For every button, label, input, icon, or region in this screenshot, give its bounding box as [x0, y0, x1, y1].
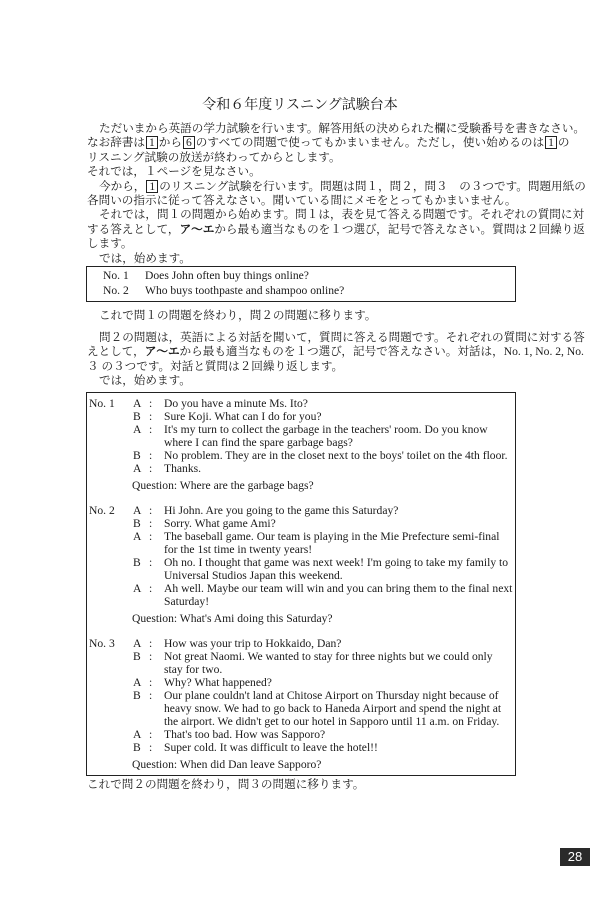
utterance: That's too bad. How was Sapporo? [164, 728, 326, 741]
speaker: B [133, 556, 141, 569]
boxed-number: 1 [146, 136, 158, 149]
colon: : [149, 517, 153, 530]
utterance: Universal Studios Japan this weekend. [164, 569, 343, 582]
transition-text [87, 309, 517, 323]
text-line [87, 136, 570, 150]
speaker: A [133, 530, 142, 543]
text-line [87, 151, 517, 165]
utterance: Thanks. [164, 462, 202, 475]
colon: : [149, 728, 153, 741]
text-segment: それでは，問１の問題から始めます。問１は，表を見て答える問題です。それぞれの質問に対 [99, 208, 585, 222]
dialog-line [87, 582, 515, 595]
dialog-line [87, 702, 515, 715]
colon: : [149, 449, 153, 462]
intro-instructions [87, 122, 586, 266]
text-segment: 問２の問題は，英語による対話を聞いて，質問に答える問題です。それぞれの質問に対する答 [99, 331, 585, 344]
text-segment: します。 [87, 237, 133, 251]
speaker: B [133, 689, 141, 702]
colon: : [149, 582, 153, 595]
colon: : [149, 741, 153, 754]
dialog-line [87, 504, 515, 517]
dialog-line [87, 530, 515, 543]
colon: : [149, 423, 153, 436]
dialog-line [87, 663, 515, 676]
speaker: B [133, 517, 141, 530]
text-line [87, 374, 517, 388]
text-segment: 今から， [99, 179, 146, 193]
dialog-line [87, 637, 515, 650]
colon: : [149, 637, 153, 650]
text-segment: のすべての問題で使ってもかまいません。ただし，使い始めるのは [195, 136, 545, 150]
utterance: for the 1st time in twenty years! [164, 543, 313, 556]
question-item [103, 269, 309, 282]
dialog-box [86, 392, 516, 776]
text-segment: ３ の３つです。対話と質問は２回繰り返します。 [87, 359, 344, 373]
dialog-line [87, 715, 515, 728]
dialog-line [87, 741, 515, 754]
dialog-line [87, 569, 515, 582]
dialog-line [87, 543, 515, 556]
text-segment: 各問いの指示に従って答えなさい。聞いている間にメモをとってもかまいません。 [87, 193, 517, 207]
bold-text: ア〜エ [179, 222, 215, 236]
dialog-line [87, 650, 515, 663]
dialog-question [87, 758, 515, 771]
text-line [87, 331, 585, 345]
text-segment: から [158, 136, 182, 150]
question-text: Question: Where are the garbage bags? [132, 479, 314, 492]
text-line [87, 122, 586, 136]
page-number: 28 [560, 848, 590, 866]
dialog-line [87, 462, 515, 475]
text-line [87, 222, 585, 237]
boxed-number: 6 [183, 136, 195, 149]
utterance: Not great Naomi. We wanted to stay for three nights but we could only [164, 650, 493, 663]
text-line [87, 345, 584, 359]
page-title: 令和６年度リスニング試験台本 [202, 98, 398, 113]
question-text: Does John often buy things online? [145, 269, 309, 282]
text-segment: えとして， [87, 345, 145, 359]
dialog-line [87, 689, 515, 702]
utterance: Super cold. It was difficult to leave the hotel!! [164, 741, 378, 754]
question-text: Who buys toothpaste and shampoo online? [145, 284, 345, 297]
text-segment: では，始めます。 [99, 374, 191, 388]
text-segment: これで問１の問題を終わり，問２の問題に移ります。 [99, 309, 377, 322]
colon: : [149, 650, 153, 663]
utterance: Do you have a minute Ms. Ito? [164, 397, 308, 410]
text-line [87, 360, 517, 374]
speaker: A [133, 397, 142, 410]
colon: : [149, 397, 153, 410]
text-line [87, 208, 585, 222]
utterance: Sorry. What game Ami? [164, 517, 276, 530]
dialog-line [87, 728, 515, 741]
utterance: Ah well. Maybe our team will win and you can bring them to the final next [164, 582, 513, 595]
utterance: Our plane couldn't land at Chitose Airport on Thursday night because of [164, 689, 499, 702]
utterance: Oh no. I thought that game was next week! I'm going to take my family to [164, 556, 509, 569]
transition-text [87, 778, 517, 792]
utterance: How was your trip to Hokkaido, Dan? [164, 637, 342, 650]
text-segment: のリスニング試験を行います。問題は問１，問２，問３ の３つです。問題用紙の [159, 179, 586, 193]
speaker: A [133, 504, 142, 517]
speaker: A [133, 582, 142, 595]
text-line [87, 778, 517, 792]
utterance: Why? What happened? [164, 676, 272, 689]
question-number: No. 1 [103, 269, 129, 282]
colon: : [149, 410, 153, 423]
text-segment: する答えとして， [87, 222, 180, 236]
text-line [87, 165, 517, 179]
speaker: A [133, 462, 142, 475]
dialog-line [87, 517, 515, 530]
dialog-number: No. 3 [89, 637, 115, 650]
dialog-line [87, 449, 515, 462]
colon: : [149, 530, 153, 543]
speaker: A [133, 423, 142, 436]
text-line [87, 237, 517, 251]
dialog-line [87, 423, 515, 436]
text-segment: から最も適当なものを１つ選び，記号で答えなさい。対話は，No. 1, No. 2, No. [179, 345, 584, 359]
text-line [87, 194, 517, 208]
dialog-question [87, 612, 515, 625]
dialog-line [87, 595, 515, 608]
utterance: the airport. We didn't get to our hotel in Sapporo until 11 a.m. on Friday. [164, 715, 500, 728]
boxed-number: 1 [146, 180, 158, 193]
text-segment: の [557, 136, 570, 150]
utterance: Sure Koji. What can I do for you? [164, 410, 322, 423]
utterance: Hi John. Are you going to the game this Saturday? [164, 504, 399, 517]
question-text: Question: What's Ami doing this Saturday? [132, 612, 333, 625]
speaker: B [133, 410, 141, 423]
text-segment: リスニング試験の放送が終わってからとします。 [87, 150, 341, 164]
dialog-line [87, 556, 515, 569]
utterance: Saturday! [164, 595, 210, 608]
dialog-line [87, 676, 515, 689]
speaker: A [133, 637, 142, 650]
speaker: B [133, 741, 141, 754]
colon: : [149, 676, 153, 689]
text-line [87, 309, 517, 323]
dialog-question [87, 479, 515, 492]
dialog-number: No. 2 [89, 504, 115, 517]
utterance: heavy snow. We had to go back to Haneda Airport and spend the night at [164, 702, 502, 715]
text-line [87, 252, 517, 266]
speaker: A [133, 676, 142, 689]
colon: : [149, 504, 153, 517]
text-segment: それでは，１ページを見なさい。 [87, 165, 261, 179]
dialog-line [87, 436, 515, 449]
dialog-line [87, 410, 515, 423]
utterance: The baseball game. Our team is playing in the Mie Prefecture semi-final [164, 530, 500, 543]
speaker: B [133, 650, 141, 663]
question-text: Question: When did Dan leave Sapporo? [132, 758, 322, 771]
text-line [87, 179, 586, 194]
question-2-instructions [87, 331, 585, 389]
text-segment: から最も適当なものを１つ選び，記号で答えなさい。質問は２回繰り返 [214, 222, 585, 236]
text-segment: これで問２の問題を終わり，問３の問題に移ります。 [87, 778, 365, 791]
colon: : [149, 689, 153, 702]
utterance: stay for two. [164, 663, 223, 676]
speaker: A [133, 728, 142, 741]
text-segment: なお辞書は [87, 136, 145, 150]
text-segment: ただいまから英語の学力試験を行います。解答用紙の決められた欄に受験番号を書きなさい。 [99, 122, 586, 135]
colon: : [149, 462, 153, 475]
boxed-number: 1 [545, 136, 557, 149]
dialog-number: No. 1 [89, 397, 115, 410]
question-number: No. 2 [103, 284, 129, 297]
dialog-line [87, 397, 515, 410]
text-segment: では，始めます。 [99, 251, 191, 265]
utterance: It's my turn to collect the garbage in the teachers' room. Do you know [164, 423, 488, 436]
question-1-box [86, 266, 516, 302]
colon: : [149, 556, 153, 569]
utterance: where I can find the spare garbage bags? [164, 436, 353, 449]
speaker: B [133, 449, 141, 462]
utterance: No problem. They are in the closet next to the boys' toilet on the 4th floor. [164, 449, 508, 462]
bold-text: ア〜エ [144, 345, 180, 359]
question-item [103, 284, 344, 297]
